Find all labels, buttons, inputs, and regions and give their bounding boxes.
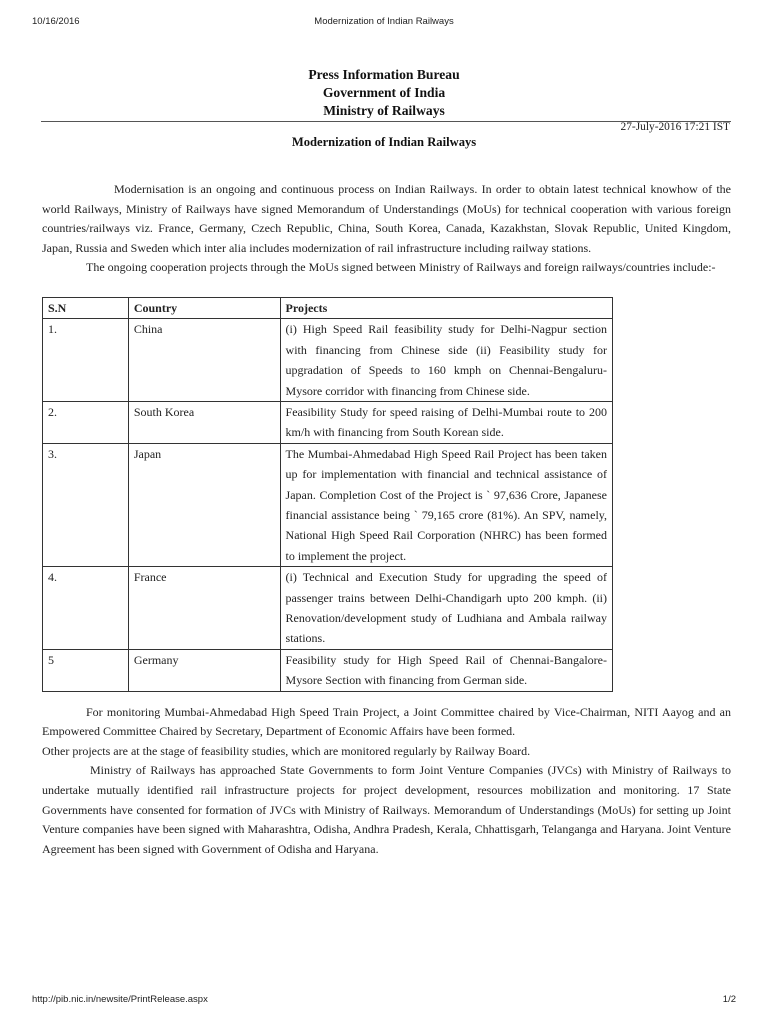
cell-sn: 4. — [43, 567, 129, 650]
cell-projects: The Mumbai-Ahmedabad High Speed Rail Project has been taken up for implementation with financial and technical assistance of Japan. Completion Cost of the Project is ` 97,636 Crore, Japanese financial assistance being ` 79,165 crore (81%). An SPV, namely, National High Speed Rail Corporation (NHRC) has been formed to implement the project. — [280, 443, 612, 566]
print-date: 10/16/2016 — [32, 16, 80, 27]
release-date: 27-July-2016 17:21 IST — [620, 121, 730, 133]
table-row — [43, 649, 613, 691]
table-row — [43, 402, 613, 444]
masthead — [0, 66, 768, 120]
masthead-bureau: Press Information Bureau — [308, 67, 460, 82]
table-row — [43, 319, 613, 402]
print-url: http://pib.nic.in/newsite/PrintRelease.aspx — [32, 994, 208, 1005]
header-sn: S.N — [43, 297, 129, 318]
masthead-government: Government of India — [322, 85, 446, 100]
paragraph-intro: Modernisation is an ongoing and continuous process on Indian Railways. In order to obtain latest technical knowhow of the world Railways, Ministry of Railways have signed Memorandum of Understandings (MoUs) for technical cooperation with various foreign countries/railways viz. France, Germany, Czech Republic, China, South Korea, Canada, Kazakhstan, Slovak Republic, United Kingdom, Japan, Russia and Sweden which inter alia includes modernization of rail infrastructure including railway stations. — [42, 182, 731, 255]
paragraph-monitoring: For monitoring Mumbai-Ahmedabad High Speed Train Project, a Joint Committee chaired by Vice-Chairman, NITI Aayog and an Empowered Committee Chaired by Secretary, Department of Economic Affairs have been formed. — [42, 704, 731, 739]
cell-country: South Korea — [128, 402, 280, 444]
paragraph-jvc: Ministry of Railways has approached State Governments to form Joint Venture Companies (JVCs) with Ministry of Railways to undertake mutually identified rail infrastructure projects for project development, resources mobilization and monitoring. 17 State Governments have consented for formation of JVCs with Ministry of Railways. Memorandum of Understandings (MoUs) for setting up Joint Venture companies have been signed with Maharashtra, Odisha, Andhra Pradesh, Kerala, Chhattisgarh, Telanganga and Haryana. Joint Venture Agreement has been signed with Government of Odisha and Haryana. — [42, 763, 731, 856]
cell-projects: Feasibility study for High Speed Rail of Chennai-Bangalore-Mysore Section with financing from German side. — [280, 649, 612, 691]
print-title: Modernization of Indian Railways — [314, 16, 454, 27]
table-row — [43, 443, 613, 566]
cell-sn: 5 — [43, 649, 129, 691]
cell-country: China — [128, 319, 280, 402]
cell-sn: 3. — [43, 443, 129, 566]
cell-country: France — [128, 567, 280, 650]
table-row — [43, 567, 613, 650]
release-body — [42, 180, 731, 859]
cell-sn: 1. — [43, 319, 129, 402]
header-country: Country — [128, 297, 280, 318]
page-number: 1/2 — [722, 994, 736, 1005]
cell-projects: Feasibility Study for speed raising of Delhi-Mumbai route to 200 km/h with financing from South Korean side. — [280, 402, 612, 444]
cell-projects: (i) High Speed Rail feasibility study for Delhi-Nagpur section with financing from Chinese side (ii) Feasibility study for upgradation of Speeds to 160 kmph on Chennai-Bengaluru-Mysore corridor with financing from Chinese side. — [280, 319, 612, 402]
header-projects: Projects — [280, 297, 612, 318]
paragraph-projects-intro: The ongoing cooperation projects through the MoUs signed between Ministry of Railways and foreign railways/countries include:- — [86, 260, 716, 275]
print-footer — [32, 994, 736, 1008]
table-header-row — [43, 297, 613, 318]
masthead-ministry: Ministry of Railways — [323, 103, 445, 118]
print-header — [32, 16, 736, 30]
cell-sn: 2. — [43, 402, 129, 444]
cell-projects: (i) Technical and Execution Study for upgrading the speed of passenger trains between Delhi-Chandigarh upto 200 kmph. (ii) Renovation/development study of Ludhiana and Ambala railway stations. — [280, 567, 612, 650]
cell-country: Germany — [128, 649, 280, 691]
paragraph-feasibility: Other projects are at the stage of feasibility studies, which are monitored regularly by Railway Board. — [42, 743, 531, 758]
cell-country: Japan — [128, 443, 280, 566]
cooperation-projects-table — [42, 297, 613, 692]
release-title: Modernization of Indian Railways — [291, 135, 477, 149]
